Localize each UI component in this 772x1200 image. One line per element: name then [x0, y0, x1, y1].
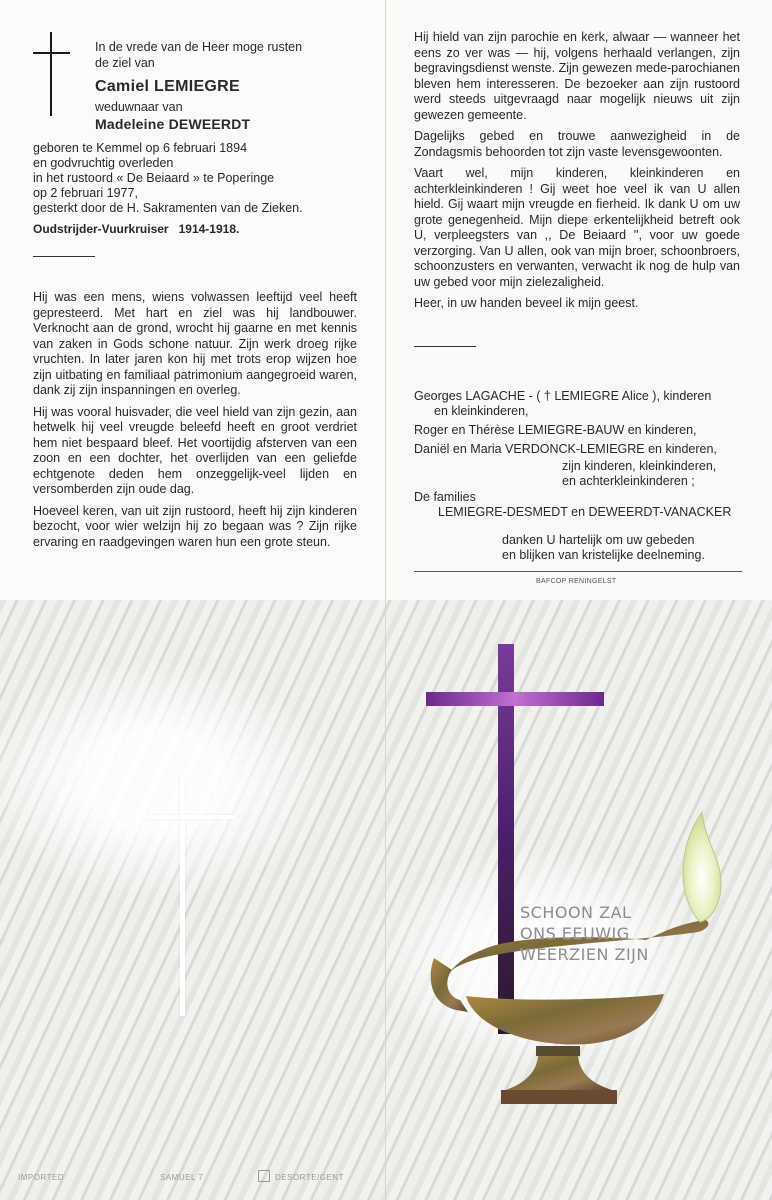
divider: [33, 256, 95, 257]
motto-line: ONS EEUWIG: [520, 924, 630, 943]
biography-left: [33, 290, 357, 556]
family-line: zijn kinderen, kleinkinderen,: [562, 459, 717, 473]
family-line: LEMIEGRE-DESMEDT en DEWEERDT-VANACKER: [438, 505, 732, 519]
printer-credit: BAFCOP RENINGELST: [536, 578, 617, 585]
biography-paragraph: Hij was een mens, wiens volwassen leeftijd veel heeft gepresteerd. Met hart en ziel was hij landbouwer. Verknocht aan de grond, wrocht hij gaarne en met kennis van zaken in Gods schone natuur. Zijn werk droeg rijke vruchten. In later jaren kon hij met trots erop wijzen hoe zijn uitbating en familiaal patrimonium aangegroeid waren, dank zij zijn inspanningen en overleg.: [33, 290, 357, 397]
biography-paragraph: Vaart wel, mijn kinderen, kleinkinderen en achterkleinkinderen ! Gij weet hoe veel ik van U allen hield. Gij waart mijn vreugde en fierheid. Ik dank U om uw grote genegenheid. Mijn diepe erkentelijkheid betreft ook U, verpleegsters van ,, De Beiaard '', voor uw goede verzorging. Van U allen, ook van mijn broer, schoonbroers, schoonzusters en verwanten, verwacht ik nog de hulp van uw gebed voor mijn zielezaligheid.: [414, 166, 740, 289]
family-line: De families: [414, 490, 476, 504]
flame-icon: [683, 812, 721, 922]
cross-icon-bar: [33, 52, 70, 54]
veteran-title: Oudstrijder-Vuurkruiser: [33, 222, 169, 236]
birth-line-5: gesterkt door de H. Sakramenten van de Zieken.: [33, 201, 303, 215]
widower-of: weduwnaar van: [95, 100, 183, 114]
white-cross-icon: [180, 776, 185, 1016]
spouse-first-name: Madeleine: [95, 116, 165, 132]
motto-line: SCHOON ZAL: [520, 903, 632, 922]
family-line: en kleinkinderen,: [434, 404, 529, 418]
biography-right: [414, 30, 740, 318]
motto-line: WEERZIEN ZIJN: [520, 945, 649, 964]
family-line: Daniël en Maria VERDONCK-LEMIEGRE en kinderen,: [414, 442, 717, 456]
card-page-right: [386, 0, 772, 600]
thanks-line: danken U hartelijk om uw gebeden: [502, 533, 695, 547]
cross-and-lamp-illustration: [386, 600, 772, 1200]
birth-line-4: op 2 februari 1977,: [33, 186, 138, 200]
biography-paragraph: Dagelijks gebed en trouwe aanwezigheid in de Zondagsmis behoorden tot zijn vaste levensgewoonten.: [414, 129, 740, 159]
footer-imported: IMPORTED: [18, 1173, 65, 1182]
thanks-line: en blijken van kristelijke deelneming.: [502, 548, 705, 562]
cross-icon: [50, 32, 52, 116]
deceased-last-name: LEMIEGRE: [154, 78, 240, 95]
family-line: Georges LAGACHE - ( † LEMIEGRE Alice ), kinderen: [414, 389, 712, 403]
intro-line-1: In de vrede van de Heer moge rusten: [95, 40, 303, 54]
footer-samuel: SAMUEL 7: [160, 1173, 204, 1182]
footer-publisher: DESORTE/GENT: [275, 1173, 344, 1182]
veteran-years: 1914-1918.: [178, 222, 240, 236]
birth-line-1: geboren te Kemmel op 6 februari 1894: [33, 141, 248, 155]
purple-cross-icon: [426, 644, 604, 1034]
divider: [414, 346, 476, 347]
spouse-name: [95, 117, 250, 133]
spouse-last-name: DEWEERDT: [168, 116, 251, 132]
veteran-line: [33, 222, 239, 238]
footer-rule: [414, 571, 742, 572]
motto: [520, 902, 649, 965]
biography-paragraph: Hij was vooral huisvader, die veel hield van zijn gezin, aan hetwelk hij veel vreugde beleefd heeft en groot verdriet hem niet bespaard bleef. Het voortijdig afsterven van een zoon en een dochter, het overlijden van een geliefde echtgenote deden hem onzeggelijk-veel lijden en versomberden zijn oude dag.: [33, 404, 357, 496]
deceased-name: [95, 79, 240, 95]
deceased-first-name: Camiel: [95, 78, 150, 95]
white-cross-icon-bar: [145, 815, 235, 819]
birth-line-3: in het rustoord « De Beiaard » te Poperinge: [33, 171, 275, 185]
publisher-logo-icon: [258, 1170, 270, 1182]
family-line: en achterkleinkinderen ;: [562, 474, 695, 488]
family-line: Roger en Thérèse LEMIEGRE-BAUW en kinderen,: [414, 423, 697, 437]
birth-line-2: en godvruchtig overleden: [33, 156, 174, 170]
card-page-left: [0, 0, 385, 600]
biography-paragraph: Hij hield van zijn parochie en kerk, alwaar — wanneer het eens zo ver was — hij, volgens herhaald verlangen, zijn begravingsdienst wenste. Zijn gewezen mede-parochianen bleven hem interesseren. De bezoeker aan zijn rustoord werd steeds uitgevraagd naar mogelijk nieuws uit zijn gewezen gemeente.: [414, 30, 740, 122]
biography-paragraph: Hoeveel keren, van uit zijn rustoord, heeft hij zijn kinderen bezocht, voor wier welzijn hij zo begaan was ? Zijn rijke ervaring en raadgevingen waren hun een grote steun.: [33, 503, 357, 549]
biography-paragraph: Heer, in uw handen beveel ik mijn geest.: [414, 296, 639, 310]
intro-line-2: de ziel van: [95, 56, 155, 70]
